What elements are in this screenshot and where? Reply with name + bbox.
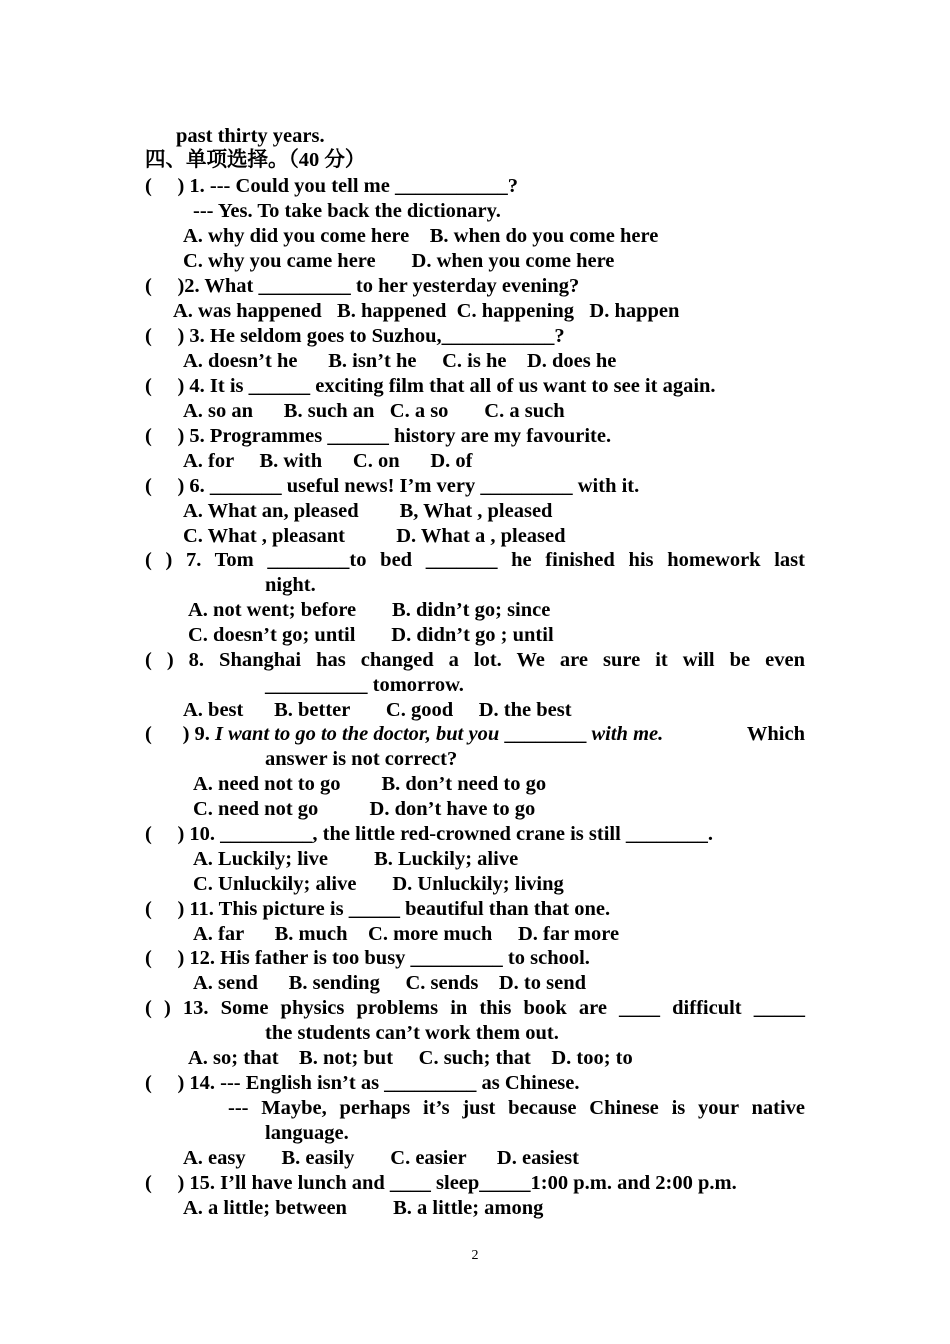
question-8-options: A. best B. better C. good D. the best: [183, 699, 572, 721]
question-7-stem-cont: night.: [265, 574, 316, 596]
question-9-suffix: Which: [742, 723, 805, 745]
question-1-options-cd: C. why you came here D. when you come here: [183, 250, 615, 272]
question-9-options-ab: A. need not to go B. don’t need to go: [193, 773, 547, 795]
question-11-options: A. far B. much C. more much D. far more: [193, 923, 620, 945]
question-6-options-ab: A. What an, pleased B, What , pleased: [183, 500, 553, 522]
question-1-stem: ( ) 1. --- Could you tell me ___________?: [145, 175, 518, 197]
question-8-stem: ( ) 8. Shanghai has changed a lot. We are sure it will be even: [145, 649, 805, 671]
question-15-stem: ( ) 15. I’ll have lunch and ____ sleep_____1:00 p.m. and 2:00 p.m.: [145, 1172, 737, 1194]
question-7-stem: ( ) 7. Tom ________to bed _______ he finished his homework last: [145, 549, 805, 571]
question-7-options-ab: A. not went; before B. didn’t go; since: [188, 599, 551, 621]
question-14-line2: --- Maybe, perhaps it’s just because Chinese is your native: [228, 1097, 805, 1119]
question-9-italic-text: I want to go to the doctor, but you: [215, 723, 500, 745]
question-9-stem-cont: answer is not correct?: [265, 748, 458, 770]
question-5-stem: ( ) 5. Programmes ______ history are my favourite.: [145, 425, 612, 447]
question-10-stem: ( ) 10. _________, the little red-crowned crane is still ________.: [145, 823, 714, 845]
question-11-stem: ( ) 11. This picture is _____ beautiful than that one.: [145, 898, 611, 920]
section-heading: 四、单项选择。（40 分）: [145, 149, 366, 171]
question-15-options-ab: A. a little; between B. a little; among: [183, 1197, 544, 1219]
question-1-line2: --- Yes. To take back the dictionary.: [193, 200, 501, 222]
question-14-line3: language.: [265, 1122, 349, 1144]
question-12-stem: ( ) 12. His father is too busy _________ to school.: [145, 947, 590, 969]
question-13-options: A. so; that B. not; but C. such; that D. too; to: [188, 1047, 633, 1069]
question-1-options-ab: A. why did you come here B. when do you come here: [183, 225, 659, 247]
question-4-stem: ( ) 4. It is ______ exciting film that all of us want to see it again.: [145, 375, 716, 397]
question-9-prefix: ( ) 9.: [145, 723, 216, 745]
question-8-stem-cont: __________ tomorrow.: [265, 674, 464, 696]
question-2-stem: ( )2. What _________ to her yesterday evening?: [145, 275, 580, 297]
question-4-options: A. so an B. such an C. a so C. a such: [183, 400, 565, 422]
question-3-options: A. doesn’t he B. isn’t he C. is he D. does he: [183, 350, 617, 372]
question-3-stem: ( ) 3. He seldom goes to Suzhou,___________?: [145, 325, 565, 347]
question-14-options: A. easy B. easily C. easier D. easiest: [183, 1147, 579, 1169]
question-12-options: A. send B. sending C. sends D. to send: [193, 972, 587, 994]
question-10-options-ab: A. Luckily; live B. Luckily; alive: [193, 848, 519, 870]
question-7-options-cd: C. doesn’t go; until D. didn’t go ; until: [188, 624, 554, 646]
question-10-options-cd: C. Unluckily; alive D. Unluckily; living: [193, 873, 564, 895]
question-9-stem: [145, 722, 805, 747]
question-9-blank: ________: [499, 723, 592, 745]
question-6-stem: ( ) 6. _______ useful news! I’m very _________ with it.: [145, 475, 640, 497]
page-number: 2: [471, 1248, 479, 1263]
question-14-stem: ( ) 14. --- English isn’t as _________ as Chinese.: [145, 1072, 580, 1094]
question-2-options: A. was happened B. happened C. happening D. happen: [173, 300, 680, 322]
question-9-italic-text-2: with me.: [591, 723, 664, 745]
continuation-line: past thirty years.: [176, 125, 325, 147]
question-9-options-cd: C. need not go D. don’t have to go: [193, 798, 536, 820]
question-13-stem: ( ) 13. Some physics problems in this book are ____ difficult _____: [145, 997, 805, 1019]
question-13-stem-cont: the students can’t work them out.: [265, 1022, 559, 1044]
question-6-options-cd: C. What , pleasant D. What a , pleased: [183, 525, 566, 547]
question-5-options: A. for B. with C. on D. of: [183, 450, 473, 472]
